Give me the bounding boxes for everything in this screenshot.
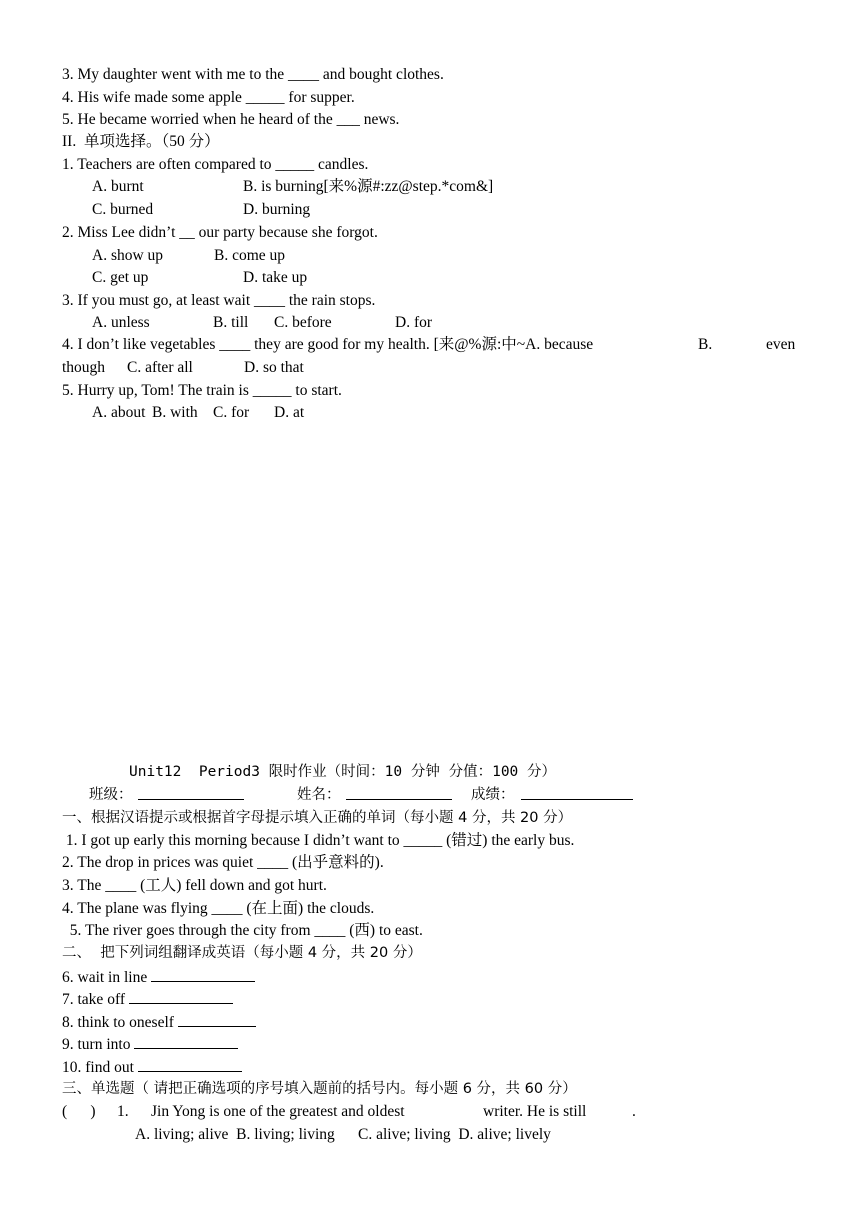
- score-field[interactable]: [521, 785, 633, 806]
- answer-blank[interactable]: [134, 1034, 238, 1049]
- name-field[interactable]: [346, 785, 452, 806]
- phrase-text: 7. take off: [62, 991, 125, 1008]
- part2-item-9: [62, 1034, 238, 1055]
- question-1-option-c: C. burned: [92, 201, 154, 218]
- question-4-option-d: D. so that: [244, 359, 304, 376]
- answer-paren[interactable]: ( ): [62, 1103, 96, 1120]
- question-5-stem: 5. Hurry up, Tom! The train is _____ to start.: [62, 382, 342, 399]
- question-4-option-b-label: B.: [698, 336, 713, 353]
- question-4-option-b-text: even: [766, 336, 796, 353]
- question-2-option-d: D. take up: [243, 269, 308, 286]
- phrase-text: 10. find out: [62, 1059, 134, 1076]
- part2-item-6: [62, 967, 255, 988]
- fill-item-5: 5. He became worried when he heard of the ___ news.: [62, 111, 400, 128]
- part2-translate-heading: 二、 把下列词组翻译成英语（每小题 4 分，共 20 分）: [62, 945, 422, 961]
- fill-item-3: 3. My daughter went with me to the ____ and bought clothes.: [62, 66, 444, 83]
- score-label: 成绩：: [471, 787, 515, 803]
- mc-question-1-text: Jin Yong is one of the greatest and oldest: [151, 1103, 405, 1120]
- phrase-text: 8. think to oneself: [62, 1014, 174, 1031]
- question-3-stem: 3. If you must go, at least wait ____ the rain stops.: [62, 292, 376, 309]
- question-5-option-b: B. with: [152, 404, 198, 421]
- mc-question-1-options: A. living; alive B. living; living C. alive; living D. alive; lively: [135, 1126, 551, 1143]
- answer-blank[interactable]: [138, 1057, 242, 1072]
- question-3-option-b: B. till: [213, 314, 249, 331]
- part1-item-5: 5. The river goes through the city from ____ (西) to east.: [62, 922, 423, 939]
- answer-blank[interactable]: [178, 1012, 256, 1027]
- worksheet-title: Unit12 Period3 限时作业（时间：10 分钟 分值：100 分）: [129, 764, 557, 780]
- question-5-option-a: A. about: [92, 404, 146, 421]
- name-label: 姓名：: [297, 787, 341, 803]
- question-1-stem: 1. Teachers are often compared to _____ candles.: [62, 156, 369, 173]
- part1-item-1: 1. I got up early this morning because I didn’t want to _____ (错过) the early bus.: [62, 832, 575, 849]
- mc-question-1-number: 1.: [117, 1103, 129, 1120]
- part1-item-2: 2. The drop in prices was quiet ____ (出乎意料的).: [62, 854, 384, 871]
- question-3-option-c: C. before: [274, 314, 332, 331]
- answer-blank[interactable]: [151, 967, 255, 982]
- question-3-option-a: A. unless: [92, 314, 150, 331]
- part2-item-10: [62, 1057, 242, 1078]
- question-1-option-b: B. is burning[来%源#:zz@step.*com&]: [243, 178, 494, 195]
- question-2-option-b: B. come up: [214, 247, 286, 264]
- part2-item-7: [62, 989, 233, 1010]
- mc-question-1-text-3: .: [632, 1103, 636, 1120]
- mc-question-1-text-2: writer. He is still: [483, 1103, 587, 1120]
- question-4-option-c: C. after all: [127, 359, 193, 376]
- question-5-option-c: C. for: [213, 404, 250, 421]
- part1-item-4: 4. The plane was flying ____ (在上面) the clouds.: [62, 900, 375, 917]
- class-label: 班级：: [89, 787, 133, 803]
- part2-heading: II. 单项选择。（50 分）: [62, 133, 220, 150]
- part1-item-3: 3. The ____ (工人) fell down and got hurt.: [62, 877, 327, 894]
- answer-blank[interactable]: [129, 989, 233, 1004]
- phrase-text: 9. turn into: [62, 1036, 131, 1053]
- question-1-option-a: A. burnt: [92, 178, 144, 195]
- fill-item-4: 4. His wife made some apple _____ for supper.: [62, 89, 355, 106]
- part1-heading: 一、根据汉语提示或根据首字母提示填入正确的单词（每小题 4 分，共 20 分）: [62, 810, 573, 826]
- part2-item-8: [62, 1012, 256, 1033]
- question-3-option-d: D. for: [395, 314, 433, 331]
- question-2-option-a: A. show up: [92, 247, 164, 264]
- question-2-stem: 2. Miss Lee didn’t __ our party because she forgot.: [62, 224, 378, 241]
- question-1-option-d: D. burning: [243, 201, 311, 218]
- part3-heading: 三、单选题（ 请把正确选项的序号填入题前的括号内。每小题 6 分，共 60 分）: [62, 1081, 577, 1097]
- question-5-option-d: D. at: [274, 404, 305, 421]
- question-2-option-c: C. get up: [92, 269, 149, 286]
- question-4-stem: 4. I don’t like vegetables ____ they are good for my health. [来@%源:中~A. because: [62, 336, 594, 353]
- phrase-text: 6. wait in line: [62, 969, 148, 986]
- question-4-option-b-cont: though: [62, 359, 106, 376]
- class-field[interactable]: [138, 785, 244, 806]
